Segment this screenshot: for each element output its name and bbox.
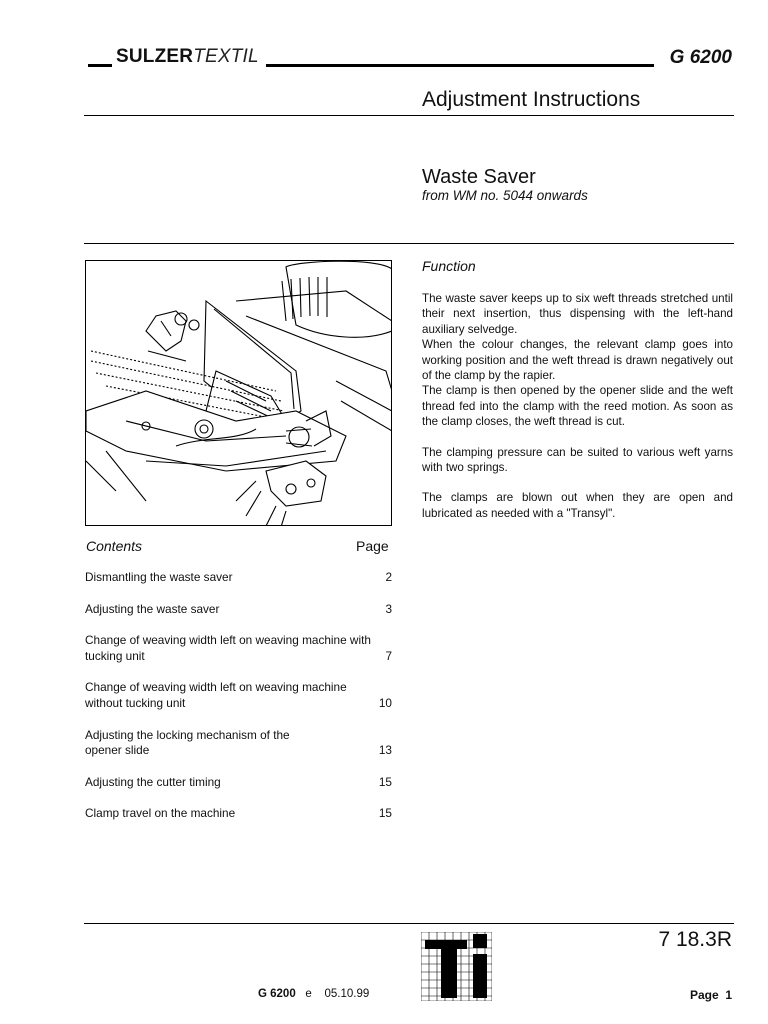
function-text: [422, 291, 733, 521]
toc-item-text: Adjusting the waste saver: [85, 601, 220, 616]
toc-item[interactable]: [85, 633, 392, 664]
function-title: Function: [422, 258, 476, 274]
sulzer-logo-icon: [421, 932, 492, 1001]
toc-item[interactable]: [85, 570, 392, 586]
toc-item[interactable]: [85, 775, 392, 791]
model-label: G 6200: [669, 47, 732, 68]
toc-item-text: Clamp travel on the machine: [85, 806, 236, 821]
page-number: [690, 988, 732, 1002]
footer-info: [258, 988, 369, 1000]
contents-page-label: Page: [356, 538, 389, 554]
toc-item-text: Adjusting the locking mechanism of the opener slide: [85, 727, 290, 758]
document-number: 7 18.3R: [658, 928, 732, 951]
function-paragraph: When the colour changes, the relevant clamp goes into working position and the weft thread is drawn negatively out of the clamp by the rapier.: [422, 338, 733, 383]
waste-saver-illustration: [85, 260, 392, 526]
toc-item[interactable]: [85, 602, 392, 618]
footer-rule: [84, 923, 734, 924]
toc-item-text: Adjusting the cutter timing: [85, 774, 221, 789]
footer-model: G 6200: [258, 988, 296, 1000]
header-rule-left: [88, 64, 112, 67]
header-rule-main: [266, 64, 654, 67]
toc-item-text: Dismantling the waste saver: [85, 570, 233, 584]
footer-language: e: [305, 988, 312, 1000]
toc-item-page: 7: [385, 648, 392, 663]
section-subtitle: from WM no. 5044 onwards: [422, 188, 588, 203]
section-title: Waste Saver: [422, 166, 536, 188]
doc-title: Adjustment Instructions: [422, 88, 641, 111]
toc-item-text: Change of weaving width left on weaving machine with tucking unit: [85, 633, 371, 663]
toc-item-page: 3: [385, 601, 392, 616]
toc-item[interactable]: [85, 806, 392, 822]
toc-item[interactable]: [85, 680, 392, 711]
function-paragraph: The clamp is then opened by the opener slide and the weft thread fed into the clamp with the reed motion. As soon as the clamp closes, the weft thread is cut.: [422, 384, 733, 429]
section-rule: [84, 243, 734, 244]
toc-item-page: 2: [385, 570, 392, 584]
brand-textil: TEXTIL: [193, 46, 259, 67]
table-of-contents: [85, 570, 392, 838]
toc-item-page: 15: [378, 806, 392, 821]
toc-item-text: Change of weaving width left on weaving machine without tucking unit: [85, 680, 347, 710]
function-paragraph: The clamping pressure can be suited to various weft yarns with two springs.: [422, 445, 733, 475]
page-label: Page: [689, 988, 719, 1002]
footer-date: 05.10.99: [324, 988, 370, 1000]
toc-item-page: 15: [378, 774, 392, 789]
toc-item-page: 10: [378, 695, 392, 710]
function-paragraph: The waste saver keeps up to six weft threads stretched until their next insertion, thus dispensing with the left-hand auxiliary selvedge.: [422, 292, 733, 336]
brand-sulzer: SULZER: [116, 46, 194, 67]
page-value: 1: [725, 988, 732, 1002]
contents-title: Contents: [86, 538, 143, 554]
brand-logo: [116, 46, 259, 70]
title-rule: [84, 115, 734, 116]
toc-item[interactable]: [85, 728, 392, 759]
function-paragraph: The clamps are blown out when they are open and lubricated as needed with a "Transyl".: [422, 491, 733, 520]
toc-item-page: 13: [378, 743, 392, 758]
